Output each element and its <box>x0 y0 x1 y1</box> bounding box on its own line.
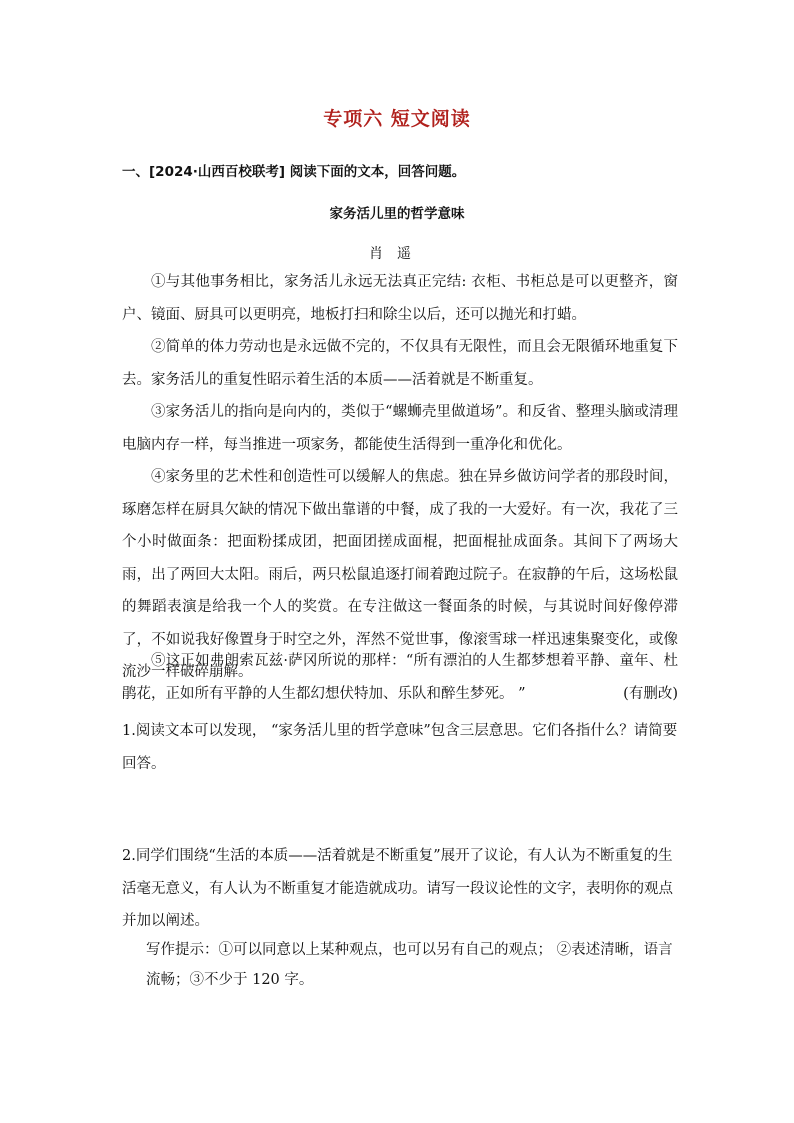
source-note: (有删改) <box>623 685 678 702</box>
paragraph-5 <box>122 645 678 710</box>
section-heading: 一、[2024·山西百校联考] 阅读下面的文本，回答问题。 <box>122 164 466 180</box>
question-text: 同学们围绕“生活的本质——活着就是不断重复”展开了议论，有人认为不断重复的生活毫无意义，有人认为不断重复才能造就成功。请写一段议论性的文字，表明你的观点并加以阐述。 <box>122 848 673 929</box>
page-title: 专项六 短文阅读 <box>323 108 471 130</box>
question-2 <box>122 840 678 938</box>
writing-hint: 写作提示：①可以同意以上某种观点，也可以另有自己的观点； ②表述清晰，语言流畅；③不少于 120 字。 <box>146 942 673 988</box>
paragraph-2: ②简单的体力劳动也是永远做不完的，不仅具有无限性，而且会无限循环地重复下去。家务活儿的重复性昭示着生活的本质——活着就是不断重复。 <box>122 339 678 388</box>
article-title: 家务活儿里的哲学意味 <box>329 206 465 222</box>
question-number: 2. <box>122 848 136 864</box>
question-1 <box>122 715 678 780</box>
paragraph-3: ③家务活儿的指向是向内的，类似于“螺蛳壳里做道场”。和反省、整理头脑或清理电脑内存一样，每当推进一项家务，都能使生活得到一重净化和优化。 <box>122 404 678 453</box>
paragraph-5-text: ⑤这正如弗朗索瓦兹·萨冈所说的那样：“所有漂泊的人生都梦想着平静、童年、杜鹃花，正如所有平静的人生都幻想伏特加、乐队和醉生梦死。 ” <box>122 653 678 702</box>
question-text: 阅读文本可以发现， “家务活儿里的哲学意味”包含三层意思。它们各指什么？请简要回答。 <box>122 723 678 772</box>
question-number: 1. <box>122 723 136 739</box>
paragraph-1: ①与其他事务相比，家务活儿永远无法真正完结: 衣柜、书柜总是可以更整齐，窗户、镜面、厨具可以更明亮，地板打扫和除尘以后，还可以抛光和打蜡。 <box>122 274 678 323</box>
paragraph-4: ④家务里的艺术性和创造性可以缓解人的焦虑。独在异乡做访问学者的那段时间，琢磨怎样在厨具欠缺的情况下做出靠谱的中餐，成了我的一大爱好。有一次，我花了三个小时做面条：把面粉揉成团，把面团搓成面棍，把面棍扯成面条。其间下了两场大雨，出了两回大太阳。雨后，两只松鼠追逐打闹着跑过院子。在寂静的午后，这场松鼠的舞蹈表演是给我一个人的奖赏。在专注做这一餐面条的时候，与其说时间好像停滞了，不如说我好像置身于时空之外，浑然不觉世事，像滚雪球一样迅速集聚变化，或像流沙一样破碎崩解。 <box>122 469 678 680</box>
article-author: 肖遥 <box>369 246 425 262</box>
